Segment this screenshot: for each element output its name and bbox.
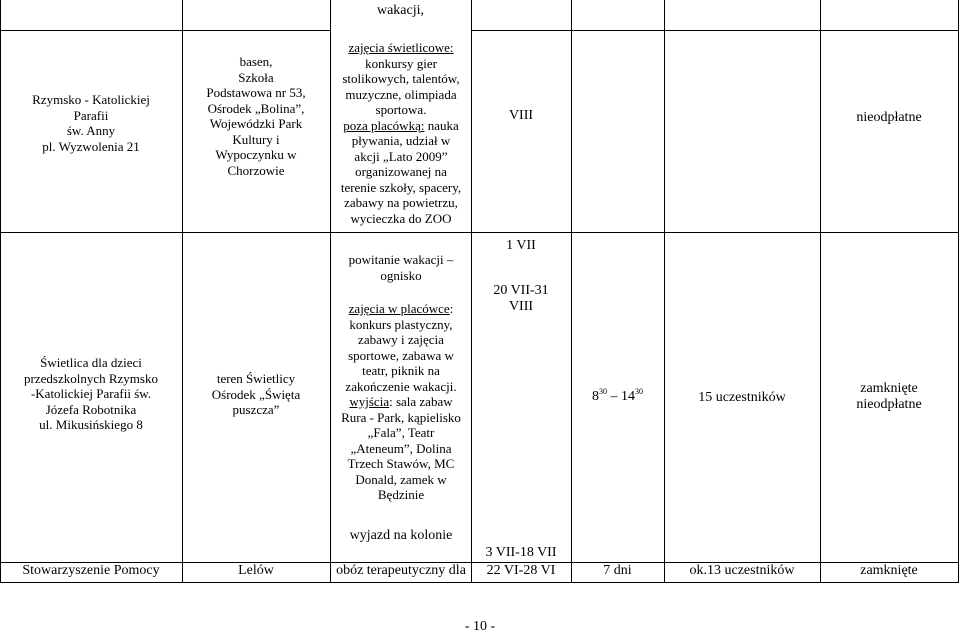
place-line: Podstawowa nr 53,: [206, 85, 306, 100]
activity-line: Donald, zamek w: [355, 471, 447, 487]
row3-activity: obóz terapeutyczny dla: [336, 563, 466, 578]
org-line: -Katolickiej Parafii św.: [30, 386, 152, 401]
date-line: 20 VII-31: [493, 283, 549, 298]
activity-line: pływania, udział w: [351, 133, 451, 148]
activity-line: wycieczka do ZOO: [350, 210, 452, 226]
row3-place: Lelów: [238, 563, 274, 578]
hours-dash-end: – 14: [610, 389, 635, 404]
row3-hours: 7 dni: [603, 563, 632, 578]
org-line: Rzymsko - Katolickiej: [32, 92, 150, 107]
row2-camp-date: 3 VII-18 VII: [485, 545, 557, 560]
activity-line: organizowanej na: [355, 164, 447, 179]
activity-line: ognisko: [380, 267, 422, 283]
row3-date: 22 VI-28 VI: [486, 563, 556, 578]
row3-organization: Stowarzyszenie Pomocy: [22, 563, 160, 578]
row1-place: [182, 54, 330, 178]
trips-heading: wyjścia: [349, 394, 390, 409]
inside-activities-line: [331, 301, 471, 317]
org-line: św. Anny: [66, 123, 116, 138]
activity-line: akcji „Lato 2009”: [354, 148, 448, 164]
date-line: VIII: [508, 298, 534, 314]
outside-activities-heading: poza placówką:: [343, 117, 425, 133]
inside-activities-heading: zajęcia w placówce: [348, 301, 450, 316]
hours-start-minutes: 30: [599, 387, 607, 396]
fee-line: zamknięte: [860, 381, 918, 396]
col-border-4: [571, 0, 572, 583]
place-line: Kultury i: [232, 131, 280, 147]
fee-line: nieodpłatne: [856, 396, 922, 412]
activity-line: terenie szkoły, spacery,: [340, 179, 462, 195]
hours-start: 8: [592, 389, 599, 404]
activity-line: muzyczne, olimpiada: [345, 86, 457, 102]
activity-line: zabawy i zajęcia: [358, 332, 444, 347]
activity-line: stolikowych, talentów,: [342, 71, 460, 86]
row2-camp: wyjazd na kolonie: [349, 528, 453, 543]
col-border-5: [664, 0, 665, 583]
activity-line: zakończenie wakacji.: [345, 378, 457, 394]
row2-date-start: 1 VII: [506, 238, 536, 253]
place-line: teren Świetlicy: [216, 371, 296, 386]
page-number: - 10 -: [464, 619, 496, 634]
org-line: przedszkolnych Rzymsko: [24, 370, 158, 386]
activity-line: konkurs plastyczny,: [349, 316, 453, 332]
place-line: Szkoła: [238, 69, 274, 85]
trips-line: [331, 394, 471, 410]
inside-activities-colon: :: [449, 301, 454, 316]
org-line: Parafii: [73, 107, 109, 123]
row2-organization: [0, 355, 182, 433]
activity-line: sportowe, zabawa w: [348, 347, 454, 363]
row2-hours: [571, 389, 664, 405]
top-fragment-text: wakacji,: [376, 3, 425, 18]
activity-line: Trzech Stawów, MC: [347, 456, 455, 471]
col-border-0: [0, 0, 1, 583]
activity-line: konkursy gier: [365, 55, 437, 71]
row2-activities-main: [331, 301, 471, 503]
activity-line: teatr, piknik na: [362, 363, 440, 378]
org-line: Józefa Robotnika: [45, 401, 137, 417]
row1-activities: [331, 40, 471, 226]
row3-fee: zamknięte: [860, 563, 918, 578]
row3-participants: ok.13 uczestników: [689, 563, 795, 578]
row2-fee: [820, 381, 958, 412]
row1-date: VIII: [508, 108, 534, 123]
activity-line: „Fala”, Teatr: [367, 425, 435, 440]
place-line: Wojewódzki Park: [209, 116, 303, 131]
place-line: Wypoczynku w: [215, 147, 297, 162]
activity-line: zabawy na powietrzu,: [344, 195, 458, 210]
activity-line: sportowa.: [375, 102, 427, 117]
hours-end-minutes: 30: [635, 387, 643, 396]
activity-line: Rura - Park, kąpielisko: [341, 409, 461, 425]
activity-line: powitanie wakacji –: [348, 252, 454, 267]
row-border-top-right: [471, 30, 959, 31]
place-line: puszcza”: [232, 402, 280, 417]
activity-line: Będzinie: [377, 487, 425, 502]
outside-activities-line: [331, 118, 471, 134]
row-border-top: [0, 30, 330, 31]
place-line: basen,: [239, 54, 273, 69]
row2-place: [182, 371, 330, 418]
row1-fee: nieodpłatne: [856, 110, 922, 125]
org-line: ul. Mikusińskiego 8: [39, 417, 143, 432]
place-line: Ośrodek „Święta: [211, 386, 301, 402]
row2-activities-welcome: [331, 252, 471, 283]
outside-activities-first: nauka: [424, 117, 459, 133]
row-border-3: [0, 582, 959, 583]
club-activities-heading: zajęcia świetlicowe:: [348, 40, 454, 55]
org-line: pl. Wyzwolenia 21: [42, 138, 140, 154]
trips-first: : sala zabaw: [389, 394, 453, 409]
place-line: Ośrodek „Bolina”,: [207, 100, 305, 116]
row2-date-range: [471, 283, 571, 314]
row1-organization: [0, 92, 182, 154]
col-border-7: [958, 0, 959, 583]
place-line: Chorzowie: [227, 162, 285, 178]
org-line: Świetlica dla dzieci: [40, 355, 142, 370]
col-border-6: [820, 0, 821, 583]
activity-line: „Ateneum”, Dolina: [350, 440, 452, 456]
row2-participants: 15 uczestników: [698, 390, 786, 405]
row-border-1: [0, 232, 959, 233]
